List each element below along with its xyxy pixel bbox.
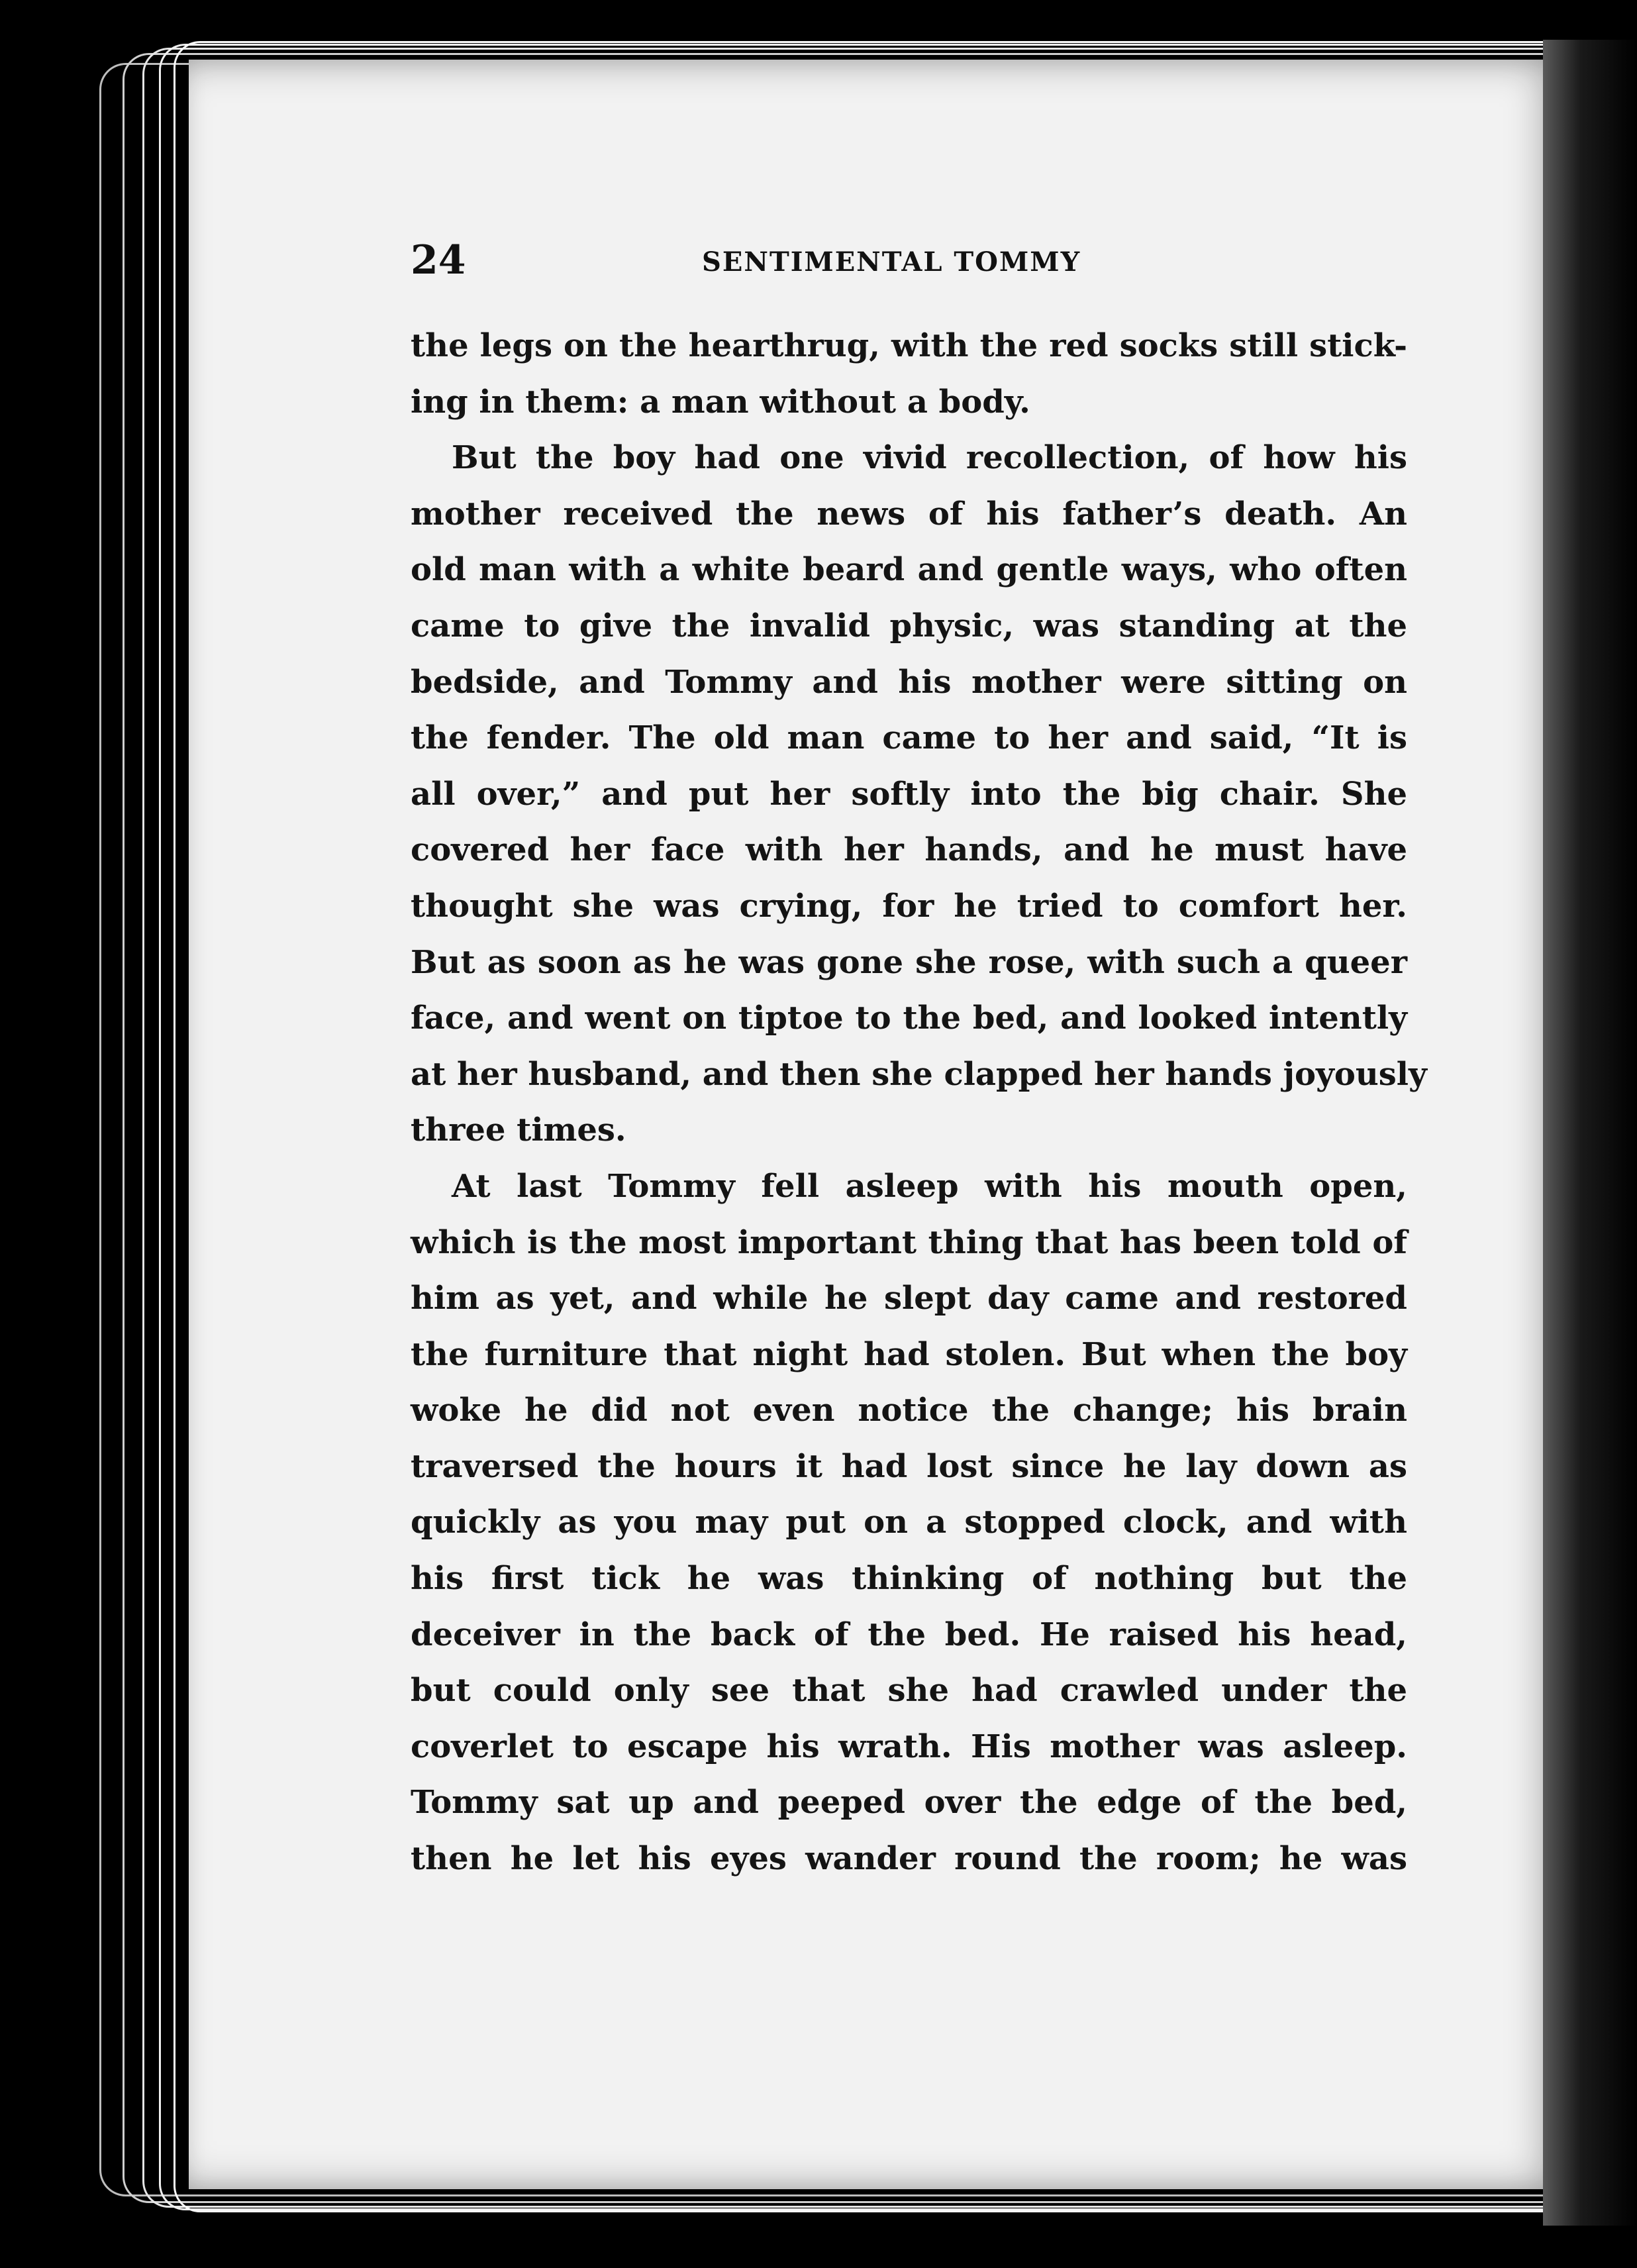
text-line: but could only see that she had crawled under the [411, 1672, 1407, 1710]
running-head: SENTIMENTAL TOMMY [702, 246, 1081, 278]
text-line: But as soon as he was gone she rose, with such a queer [411, 943, 1407, 981]
gutter-shadow [1543, 40, 1637, 2226]
text-line: face, and went on tiptoe to the bed, and looked intently [411, 1000, 1407, 1037]
text-line: thought she was crying, for he tried to comfort her. [411, 887, 1407, 925]
page-header [411, 237, 1407, 284]
text-line: at her husband, and then she clapped her hands joyously [411, 1055, 1427, 1093]
text-line: woke he did not even notice the change; his brain [411, 1392, 1407, 1429]
text-line: ing in them: a man without a body. [411, 383, 1030, 421]
text-line: coverlet to escape his wrath. His mother was asleep. [411, 1727, 1407, 1765]
text-line: which is the most important thing that has been told of [411, 1223, 1407, 1261]
text-line: the fender. The old man came to her and said, “It is [411, 719, 1407, 757]
text-line: But the boy had one vivid recollection, of how his [452, 439, 1407, 477]
page-number: 24 [411, 237, 466, 284]
text-line: traversed the hours it had lost since he lay down as [411, 1447, 1407, 1485]
text-line: Tommy sat up and peeped over the edge of the bed, [411, 1784, 1407, 1822]
text-line: old man with a white beard and gentle ways, who often [411, 551, 1407, 589]
text-line: then he let his eyes wander round the room; he was [411, 1840, 1407, 1878]
text-line: deceiver in the back of the bed. He raised his head, [411, 1616, 1407, 1653]
text-line: came to give the invalid physic, was standing at the [411, 607, 1407, 644]
text-line: three times. [411, 1111, 626, 1149]
text-line: covered her face with her hands, and he must have [411, 831, 1407, 869]
text-line: bedside, and Tommy and his mother were sitting on [411, 663, 1407, 701]
text-line: the furniture that night had stolen. But when the boy [411, 1335, 1407, 1373]
text-line: At last Tommy fell asleep with his mouth open, [452, 1167, 1407, 1205]
text-line: him as yet, and while he slept day came and restored [411, 1280, 1407, 1317]
text-line: all over,” and put her softly into the big chair. She [411, 775, 1407, 813]
text-line: his first tick he was thinking of nothing but the [411, 1560, 1407, 1598]
text-line: mother received the news of his father’s death. An [411, 495, 1407, 533]
text-line: the legs on the hearthrug, with the red socks still stick- [411, 327, 1407, 364]
text-line: quickly as you may put on a stopped clock, and with [411, 1504, 1407, 1541]
body-text [411, 318, 1427, 1887]
